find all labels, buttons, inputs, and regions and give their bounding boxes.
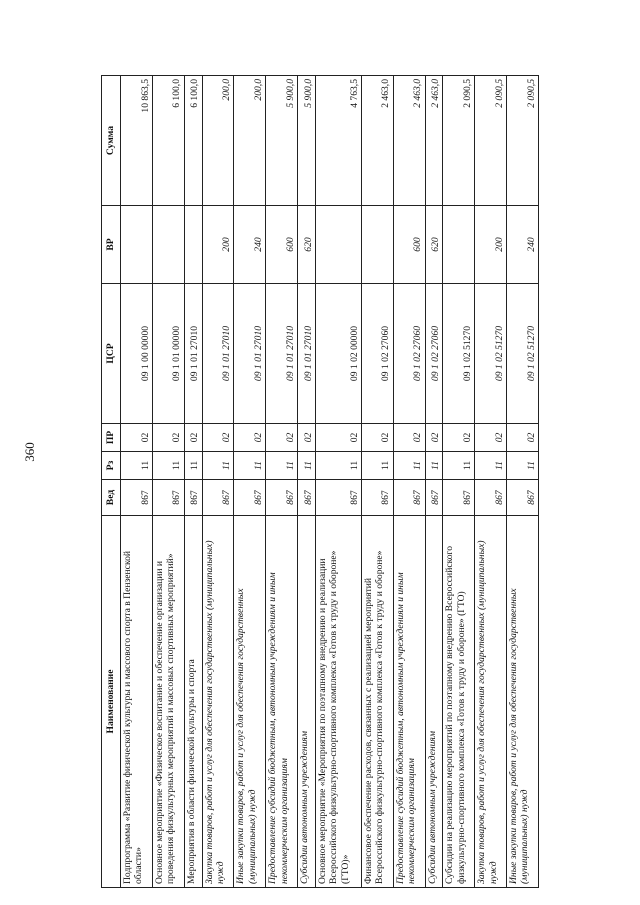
table-row (443, 76, 475, 888)
cell-ved: 867 (315, 480, 361, 516)
cell-sum: 2 090,5 (475, 76, 507, 206)
cell-ved: 867 (234, 480, 266, 516)
cell-pr: 02 (202, 424, 234, 452)
cell-sum: 2 463,0 (425, 76, 443, 206)
cell-name: Подпрограмма «Развитие физической культуры и массового спорта в Пензенской области» (121, 516, 153, 888)
table-row (315, 76, 361, 888)
cell-pr: 02 (361, 424, 393, 452)
cell-name: Иные закупки товаров, работ и услуг для обеспечения государственных (муниципальных) нужд (234, 516, 266, 888)
cell-pr: 02 (152, 424, 184, 452)
cell-vr: 240 (507, 206, 539, 284)
table-row (361, 76, 393, 888)
cell-rz: 11 (298, 452, 316, 480)
cell-csr: 09 1 02 51270 (475, 284, 507, 424)
cell-pr: 02 (507, 424, 539, 452)
header-name: Наименование (102, 516, 121, 888)
cell-csr: 09 1 01 27010 (202, 284, 234, 424)
cell-rz: 11 (152, 452, 184, 480)
cell-vr: 620 (425, 206, 443, 284)
cell-ved: 867 (475, 480, 507, 516)
cell-pr: 02 (315, 424, 361, 452)
cell-ved: 867 (361, 480, 393, 516)
cell-sum: 4 763,5 (315, 76, 361, 206)
cell-rz: 11 (475, 452, 507, 480)
header-ved: Вед (102, 480, 121, 516)
table-row (202, 76, 234, 888)
table-row (298, 76, 316, 888)
cell-vr: 600 (393, 206, 425, 284)
cell-vr: 200 (475, 206, 507, 284)
cell-rz: 11 (361, 452, 393, 480)
table-row (393, 76, 425, 888)
cell-rz: 11 (443, 452, 475, 480)
budget-table (101, 75, 539, 888)
cell-ved: 867 (425, 480, 443, 516)
cell-rz: 11 (121, 452, 153, 480)
cell-sum: 2 090,5 (507, 76, 539, 206)
cell-vr: 200 (202, 206, 234, 284)
header-pr: ПР (102, 424, 121, 452)
table-row (266, 76, 298, 888)
cell-sum: 6 100,0 (184, 76, 202, 206)
cell-csr: 09 1 02 00000 (315, 284, 361, 424)
cell-pr: 02 (475, 424, 507, 452)
header-rz: Рз (102, 452, 121, 480)
cell-vr: 240 (234, 206, 266, 284)
cell-pr: 02 (425, 424, 443, 452)
cell-name: Предоставление субсидий бюджетным, автономным учреждениям и иным некоммерческим организациям (266, 516, 298, 888)
cell-rz: 11 (184, 452, 202, 480)
cell-name: Основное мероприятие «Физическое воспитание и обеспечение организации и проведения физкультурных мероприятий и массовых спортивных мероприятий» (152, 516, 184, 888)
cell-rz: 11 (425, 452, 443, 480)
cell-csr: 09 1 02 51270 (443, 284, 475, 424)
cell-sum: 5 900,0 (266, 76, 298, 206)
cell-name: Мероприятия в области физической культуры и спорта (184, 516, 202, 888)
cell-sum: 2 463,0 (393, 76, 425, 206)
cell-vr: 600 (266, 206, 298, 284)
cell-pr: 02 (393, 424, 425, 452)
cell-vr (184, 206, 202, 284)
cell-ved: 867 (202, 480, 234, 516)
cell-vr (315, 206, 361, 284)
table-row (507, 76, 539, 888)
cell-name: Иные закупки товаров, работ и услуг для обеспечения государственных (муниципальных) нужд (507, 516, 539, 888)
cell-name: Субсидии автономным учреждениям (425, 516, 443, 888)
table-body (121, 76, 539, 888)
cell-pr: 02 (266, 424, 298, 452)
cell-pr: 02 (298, 424, 316, 452)
cell-csr: 09 1 02 27060 (393, 284, 425, 424)
cell-vr (152, 206, 184, 284)
cell-sum: 2 090,5 (443, 76, 475, 206)
cell-ved: 867 (393, 480, 425, 516)
table-row (184, 76, 202, 888)
cell-sum: 200,0 (202, 76, 234, 206)
cell-name: Закупка товаров, работ и услуг для обеспечения государственных (муниципальных) нужд (475, 516, 507, 888)
cell-ved: 867 (121, 480, 153, 516)
cell-csr: 09 1 02 51270 (507, 284, 539, 424)
cell-ved: 867 (152, 480, 184, 516)
cell-csr: 09 1 01 27010 (234, 284, 266, 424)
cell-sum: 6 100,0 (152, 76, 184, 206)
cell-name: Закупка товаров, работ и услуг для обеспечения государственных (муниципальных) нужд (202, 516, 234, 888)
cell-vr: 620 (298, 206, 316, 284)
cell-ved: 867 (266, 480, 298, 516)
cell-name: Основное мероприятие «Мероприятия по поэтапному внедрению и реализации Всероссийского физкультурно-спортивного комплекса «Готов к труду и обороне» (ГТО)» (315, 516, 361, 888)
cell-csr: 09 1 02 27060 (425, 284, 443, 424)
header-csr: ЦСР (102, 284, 121, 424)
cell-vr (443, 206, 475, 284)
cell-ved: 867 (443, 480, 475, 516)
header-sum: Сумма (102, 76, 121, 206)
cell-pr: 02 (184, 424, 202, 452)
cell-rz: 11 (507, 452, 539, 480)
cell-rz: 11 (202, 452, 234, 480)
cell-name: Субсидии автономным учреждениям (298, 516, 316, 888)
cell-name: Финансовое обеспечение расходов, связанных с реализацией мероприятий Всероссийского физкультурно-спортивного комплекса «Готов к труду и обороне» (361, 516, 393, 888)
table-row (425, 76, 443, 888)
cell-name: Предоставление субсидий бюджетным, автономным учреждениям и иным некоммерческим организациям (393, 516, 425, 888)
cell-vr (121, 206, 153, 284)
cell-ved: 867 (298, 480, 316, 516)
cell-sum: 2 463,0 (361, 76, 393, 206)
cell-pr: 02 (443, 424, 475, 452)
cell-csr: 09 1 01 27010 (266, 284, 298, 424)
cell-rz: 11 (266, 452, 298, 480)
cell-csr: 09 1 00 00000 (121, 284, 153, 424)
table-row (475, 76, 507, 888)
cell-csr: 09 1 01 27010 (298, 284, 316, 424)
cell-vr (361, 206, 393, 284)
cell-sum: 200,0 (234, 76, 266, 206)
cell-rz: 11 (315, 452, 361, 480)
cell-name: Субсидии на реализацию мероприятий по поэтапному внедрению Всероссийского физкультурно-спортивного комплекса «Готов к труду и обороне» (ГТО) (443, 516, 475, 888)
header-vr: ВР (102, 206, 121, 284)
cell-ved: 867 (507, 480, 539, 516)
rotated-table-wrapper (101, 76, 539, 888)
cell-csr: 09 1 01 00000 (152, 284, 184, 424)
cell-pr: 02 (234, 424, 266, 452)
table-row (121, 76, 153, 888)
header-row (102, 76, 121, 888)
page-number: 360 (22, 442, 37, 462)
table-header (102, 76, 121, 888)
cell-sum: 10 863,5 (121, 76, 153, 206)
cell-rz: 11 (234, 452, 266, 480)
cell-csr: 09 1 02 27060 (361, 284, 393, 424)
cell-sum: 5 900,0 (298, 76, 316, 206)
cell-ved: 867 (184, 480, 202, 516)
table-row (234, 76, 266, 888)
cell-csr: 09 1 01 27010 (184, 284, 202, 424)
table-row (152, 76, 184, 888)
cell-rz: 11 (393, 452, 425, 480)
cell-pr: 02 (121, 424, 153, 452)
